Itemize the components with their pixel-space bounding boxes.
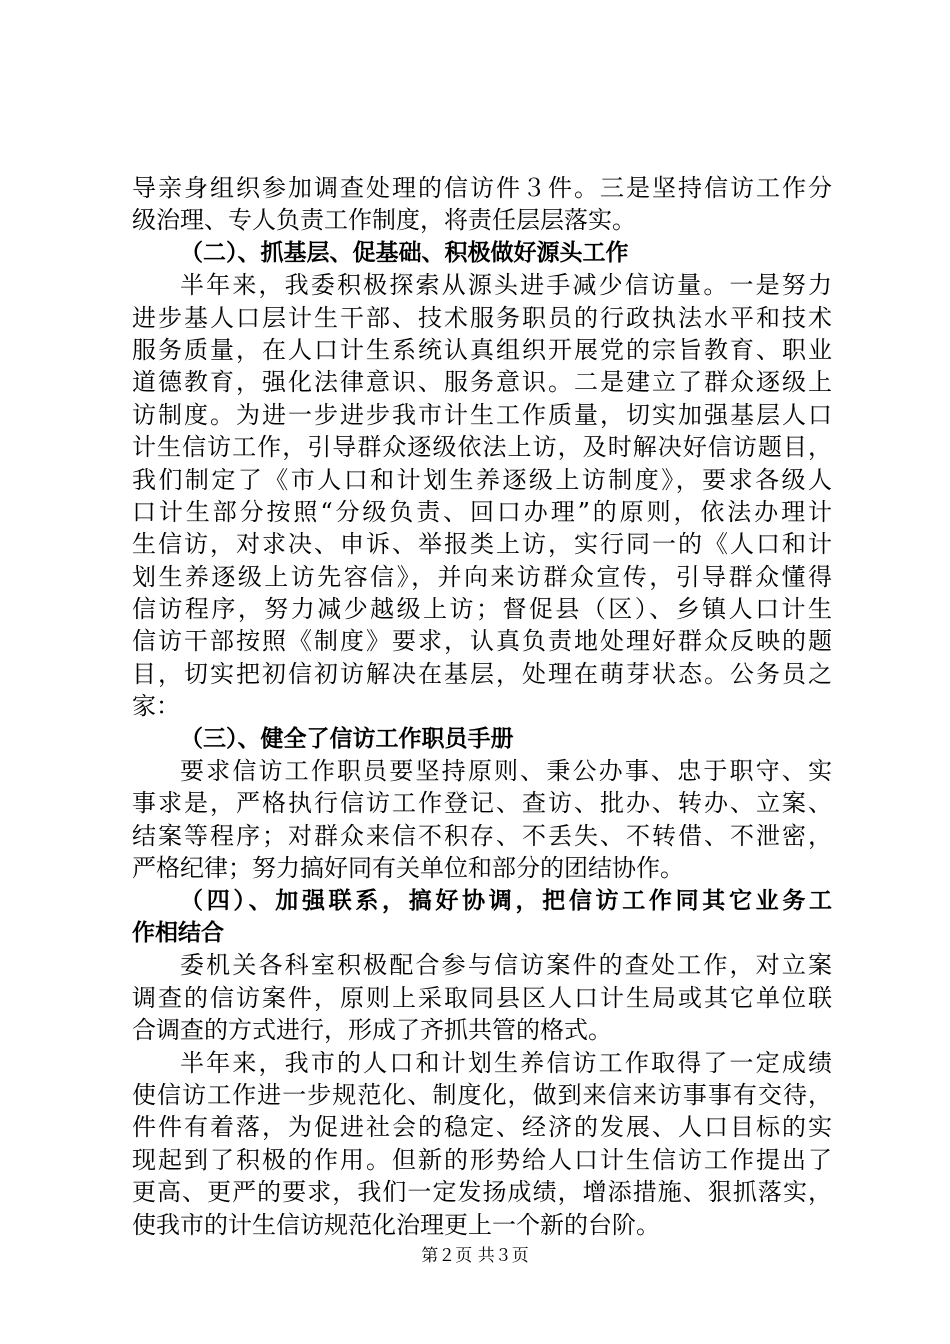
body-line: 服务质量，在人口计生系统认真组织开展党的宗旨教育、职业 (132, 335, 832, 364)
body-line: 导亲身组织参加调查处理的信访件３件。三是坚持信访工作分 (132, 174, 832, 202)
body-line: 件件有着落，为促进社会的稳定、经济的发展、人口目标的实 (132, 1113, 832, 1142)
body-line: 信访干部按照《制度》要求，认真负责地处理好群众反映的题 (132, 627, 832, 656)
section-heading: 作相结合 (132, 919, 224, 946)
body-line: 使我市的计生信访规范化治理更上一个新的台阶。 (132, 1210, 660, 1239)
body-line: 使信访工作进一步规范化、制度化，做到来信来访事事有交待， (132, 1080, 832, 1109)
body-line: 生信访，对求决、申诉、举报类上访，实行同一的《人口和计 (132, 530, 832, 559)
body-line: 级治理、专人负责工作制度，将责任层层落实。 (132, 206, 636, 235)
body-line: 调查的信访案件，原则上采取同县区人口计生局或其它单位联 (132, 983, 832, 1012)
body-line: 访制度。为进一步进步我市计生工作质量，切实加强基层人口 (132, 400, 832, 429)
body-line: 口计生部分按照“分级负责、回口办理”的原则，依法办理计 (132, 497, 832, 526)
body-line: 道德教育，强化法律意识、服务意识。二是建立了群众逐级上 (132, 368, 832, 397)
body-line: 事求是，严格执行信访工作登记、查访、批办、转办、立案、 (132, 789, 832, 818)
body-line: 计生信访工作，引导群众逐级依法上访，及时解决好信访题目， (132, 433, 832, 462)
section-heading: （二）、抓基层、促基础、积极做好源头工作 (180, 239, 629, 266)
body-line: 家： (132, 692, 180, 721)
body-line: 信访程序，努力减少越级上访；督促县（区）、乡镇人口计生 (132, 595, 832, 624)
body-line: 委机关各科室积极配合参与信访案件的查处工作，对立案 (180, 951, 832, 980)
body-line: 进步基人口层计生干部、技术服务职员的行政执法水平和技术 (132, 303, 832, 332)
body-line: 更高、更严的要求，我们一定发扬成绩，增添措施、狠抓落实， (132, 1178, 832, 1207)
body-line: 半年来，我市的人口和计划生养信访工作取得了一定成绩 (180, 1048, 832, 1077)
body-line: 严格纪律；努力搞好同有关单位和部分的团结协作。 (132, 854, 684, 883)
body-line: 半年来，我委积极探索从源头进手减少信访量。一是努力 (180, 271, 832, 300)
document-body (132, 172, 832, 1241)
body-line: 合调查的方式进行，形成了齐抓共管的格式。 (132, 1016, 612, 1045)
body-line: 划生养逐级上访先容信》，并向来访群众宣传，引导群众懂得 (132, 562, 832, 591)
body-line: 结案等程序；对群众来信不积存、不丢失、不转借、不泄密， (132, 821, 832, 850)
section-heading: （三）、健全了信访工作职员手册 (180, 725, 514, 752)
body-line: 目，切实把初信初访解决在基层，处理在萌芽状态。公务员之 (132, 659, 832, 688)
body-line: 要求信访工作职员要坚持原则、秉公办事、忠于职守、实 (180, 757, 832, 786)
page-number: 第２页 共３页 (421, 1246, 529, 1266)
section-heading: （四）、加强联系，搞好协调，把信访工作同其它业务工 (180, 887, 832, 914)
body-line: 我们制定了《市人口和计划生养逐级上访制度》，要求各级人 (132, 465, 832, 494)
body-line: 现起到了积极的作用。但新的形势给人口计生信访工作提出了 (132, 1145, 832, 1174)
